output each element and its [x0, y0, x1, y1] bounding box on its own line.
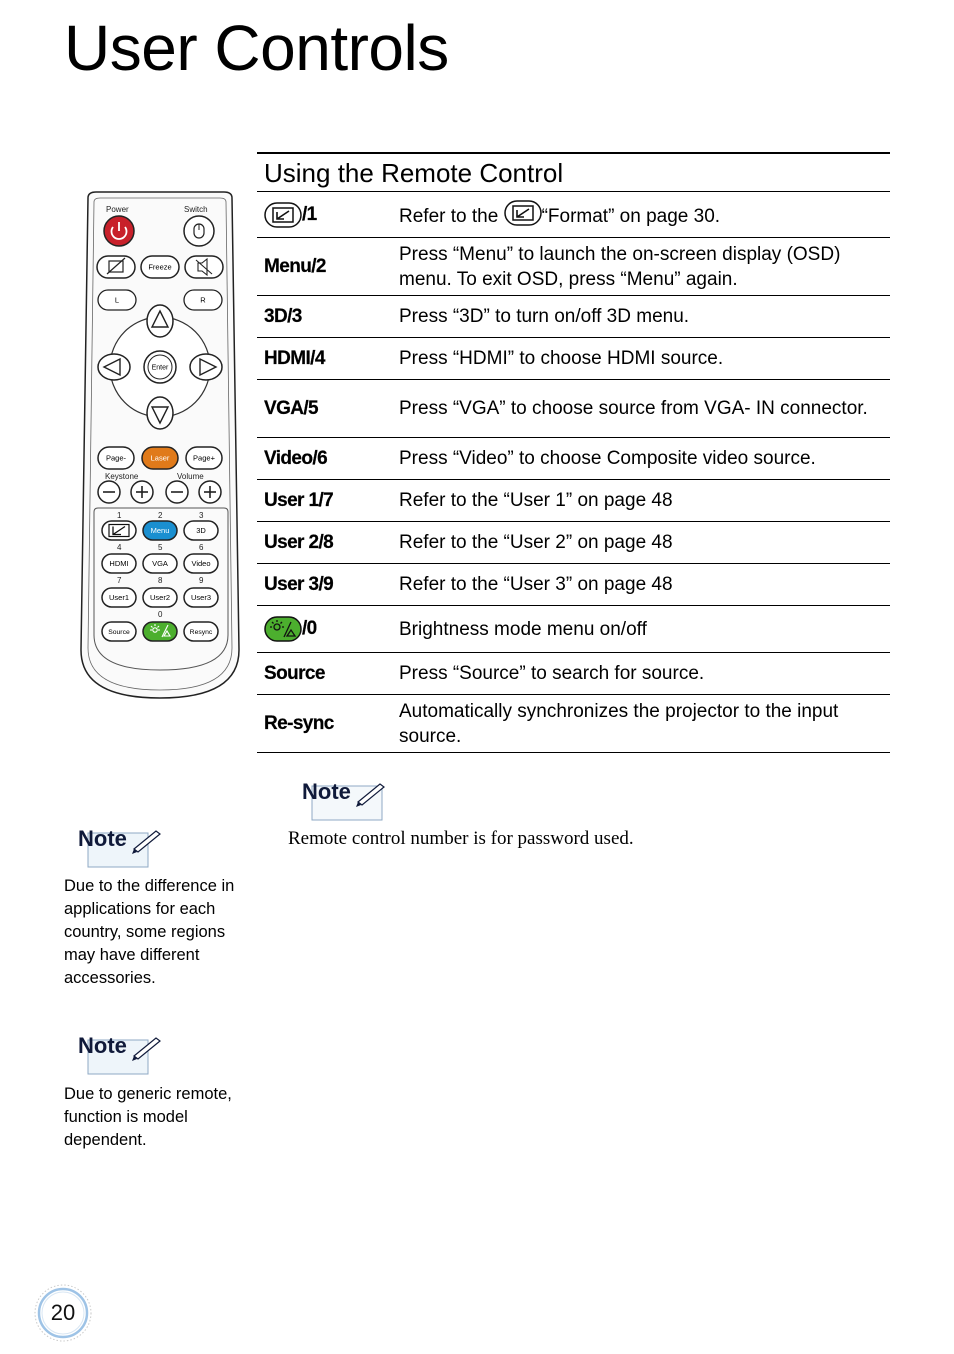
- row-description: Refer to the “User 3” on page 48: [399, 574, 673, 595]
- power-label: Power: [106, 205, 129, 214]
- row-key: Re-sync: [264, 712, 334, 734]
- row-description: Press “Source” to search for source.: [399, 663, 705, 684]
- key-2-number: 2: [158, 511, 163, 520]
- source-label: Source: [108, 628, 130, 636]
- key-8-number: 8: [158, 576, 163, 585]
- side-note-text: Due to the difference in applications for each country, some regions may have different accessories.: [64, 877, 235, 987]
- format-icon: [504, 200, 542, 226]
- key-9-number: 9: [199, 576, 204, 585]
- row-description: Refer to the “User 2” on page 48: [399, 532, 673, 553]
- row-description: Press “Menu” to launch the on-screen display (OSD) menu. To exit OSD, press “Menu” again.: [399, 243, 841, 290]
- laser-label: Laser: [150, 453, 170, 463]
- table-row: [257, 338, 890, 380]
- page-title: User Controls: [64, 12, 449, 84]
- table-row: [257, 564, 890, 606]
- format-icon: [264, 202, 302, 228]
- row-key: User 3/9: [264, 573, 334, 595]
- vga-label: VGA: [152, 558, 168, 568]
- row-key: Video/6: [264, 447, 328, 469]
- table-row: [257, 438, 890, 480]
- key-0-number: 0: [158, 610, 163, 619]
- video-label: Video: [191, 558, 211, 568]
- l-label: L: [114, 295, 120, 305]
- section-heading: Using the Remote Control: [257, 152, 890, 192]
- row-key: /1: [257, 202, 399, 228]
- row-description: Automatically synchronizes the projector to the input source.: [399, 700, 839, 747]
- key-4-number: 4: [117, 543, 122, 552]
- svg-text:Note: Note: [78, 1033, 127, 1058]
- svg-text:Note: Note: [78, 826, 127, 851]
- row-description: Press “VGA” to choose source from VGA- IN connector.: [399, 398, 868, 419]
- svg-text:Note: Note: [302, 779, 351, 804]
- remote-control-illustration: [78, 190, 242, 700]
- key-5-number: 5: [158, 543, 163, 552]
- page-number: 20: [50, 1300, 76, 1325]
- hdmi-label: HDMI: [109, 558, 129, 568]
- 3d-label: 3D: [196, 525, 206, 535]
- note-icon: [76, 1032, 162, 1076]
- row-description: Press “HDMI” to choose HDMI source.: [399, 348, 724, 369]
- enter-label: Enter: [151, 364, 169, 372]
- switch-button: [184, 216, 214, 246]
- table-row: [257, 192, 890, 238]
- user3-label: User3: [190, 592, 212, 602]
- brightness-button: [143, 622, 177, 641]
- brightness-icon: [264, 616, 302, 642]
- row-description: Refer to the “User 1” on page 48: [399, 490, 673, 511]
- page-number-badge: [30, 1282, 96, 1344]
- row-key: Menu/2: [264, 255, 326, 277]
- freeze-label: Freeze: [148, 262, 172, 272]
- switch-label: Switch: [184, 205, 208, 214]
- row-key: HDMI/4: [264, 347, 325, 369]
- side-note-text: Due to generic remote, function is model dependent.: [64, 1085, 232, 1149]
- row-key: VGA/5: [264, 397, 319, 419]
- table-row: [257, 238, 890, 296]
- key-6-number: 6: [199, 543, 204, 552]
- table-row: [257, 522, 890, 564]
- table-row: [257, 606, 890, 653]
- row-description: Refer to the “Format” on page 30.: [399, 198, 890, 231]
- table-row: [257, 695, 890, 753]
- remote-control-table: [257, 152, 890, 753]
- row-key: User 1/7: [264, 489, 334, 511]
- row-description: Press “3D” to turn on/off 3D menu.: [399, 306, 690, 327]
- resync-label: Resync: [189, 628, 213, 636]
- row-key: Source: [264, 662, 325, 684]
- keystone-label: Keystone: [105, 472, 139, 481]
- key-7-number: 7: [117, 576, 122, 585]
- table-row: [257, 653, 890, 695]
- row-description: Brightness mode menu on/off: [399, 618, 647, 640]
- note-icon: [76, 825, 162, 869]
- volume-label: Volume: [177, 472, 204, 481]
- key-3-number: 3: [199, 511, 204, 520]
- page-down-label: Page-: [105, 453, 127, 463]
- blank-button: [97, 256, 135, 278]
- table-row: [257, 480, 890, 522]
- page-up-label: Page+: [193, 453, 215, 463]
- key-1-number: 1: [117, 511, 122, 520]
- table-row: [257, 296, 890, 338]
- user1-label: User1: [108, 592, 130, 602]
- note-icon: [300, 778, 386, 822]
- row-description: Press “Video” to choose Composite video source.: [399, 448, 816, 469]
- r-label: R: [200, 295, 206, 305]
- row-key: User 2/8: [264, 531, 334, 553]
- user2-label: User2: [149, 592, 171, 602]
- menu-label: Menu: [150, 525, 170, 535]
- row-key: 3D/3: [264, 305, 302, 327]
- note-text: Remote control number is for password used.: [288, 828, 634, 849]
- table-row: [257, 380, 890, 438]
- row-key: /0: [257, 616, 399, 642]
